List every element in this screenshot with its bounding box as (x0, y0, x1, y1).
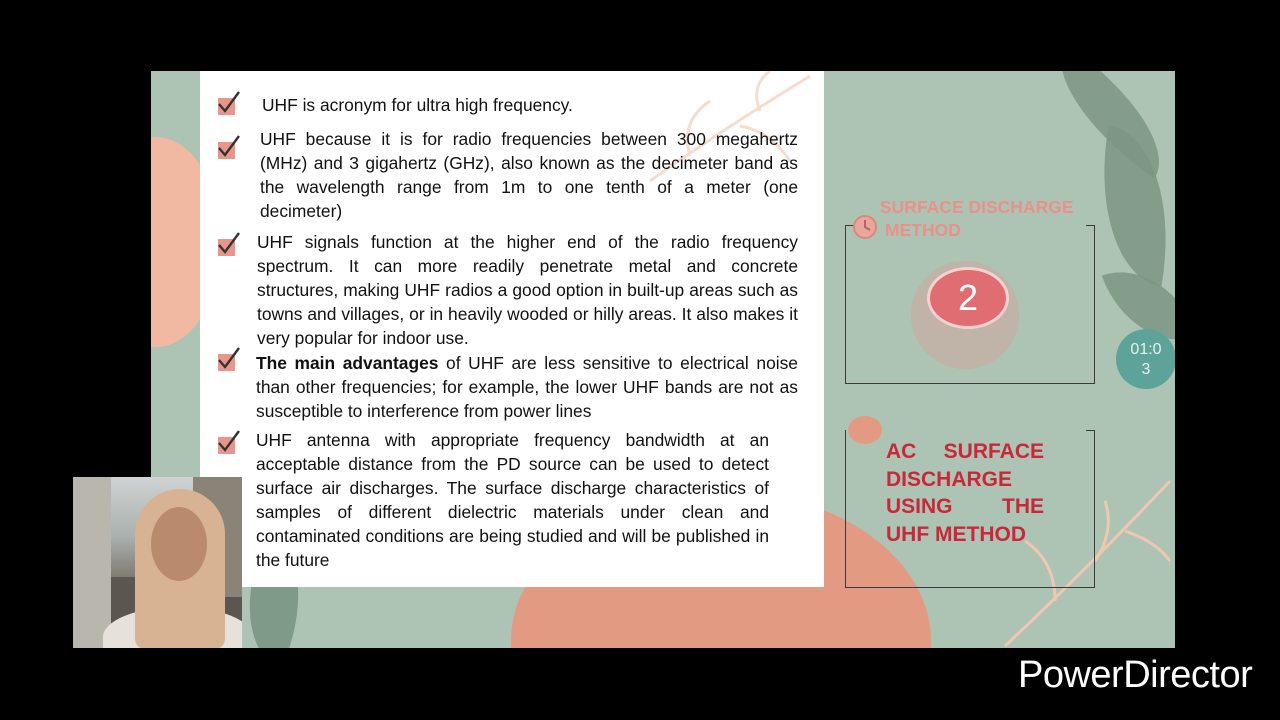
timer-text: 3 (1141, 361, 1151, 378)
ac-title (886, 438, 1044, 548)
ac-title-line: DISCHARGE (886, 467, 1013, 491)
bullet-text: UHF antenna with appropriate frequency bandwidth at an acceptable distance from the PD source can be used to detect surface air discharges. The surface discharge characteristics of samples of different dielectric materials under clean and contaminated conditions are being studied and will be published in the future (256, 430, 769, 570)
decor-leaf (1031, 71, 1175, 179)
step-number-badge: 2 (927, 267, 1009, 329)
webcam-presenter-face (151, 507, 207, 581)
timer-badge (1116, 329, 1175, 389)
bullet-text: UHF because it is for radio frequencies between 300 megahertz (MHz) and 3 gigahertz (GHz), also known as the decimeter band as the wavelength range from 1m to one tenth of a meter (one decimeter) (260, 129, 798, 221)
section-title-line: SURFACE DISCHARGE (880, 197, 1074, 217)
bullet-text: UHF signals function at the higher end of the radio frequency spectrum. It can more readily penetrate metal and concrete structures, making UHF radios a good option in built-up areas such as towns and villages, or in heavily wooded or hilly areas. It also makes it very popular for indoor use. (257, 232, 798, 348)
ac-title-line: AC SURFACE (886, 440, 1044, 463)
clock-icon (850, 212, 880, 242)
webcam-curtain (73, 477, 111, 648)
webcam-overlay (73, 477, 242, 648)
section-title (880, 196, 1110, 242)
bullet-bold-lead: The main advantages (256, 353, 439, 373)
timer-text: 01:0 (1130, 341, 1162, 358)
checkmark-icon (213, 230, 243, 258)
bullet-text: UHF is acronym for ultra high frequency. (262, 95, 573, 115)
bullet-text (256, 351, 798, 423)
section-title-line: METHOD (885, 220, 961, 240)
checkmark-icon (213, 345, 243, 373)
ac-title-line: UHF METHOD (886, 522, 1026, 546)
watermark: PowerDirector (1018, 654, 1253, 696)
checkmark-icon (213, 89, 243, 117)
slide (151, 71, 1175, 648)
checkmark-icon (213, 133, 243, 161)
bullet-text-rest: of UHF are less sensitive to electrical noise than other frequencies; for example, the lower UHF bands are not as susceptible to interference from power lines (256, 353, 798, 421)
checkmark-icon (213, 428, 243, 456)
ac-title-line: USING THE (886, 495, 1044, 518)
content-card (200, 71, 824, 587)
